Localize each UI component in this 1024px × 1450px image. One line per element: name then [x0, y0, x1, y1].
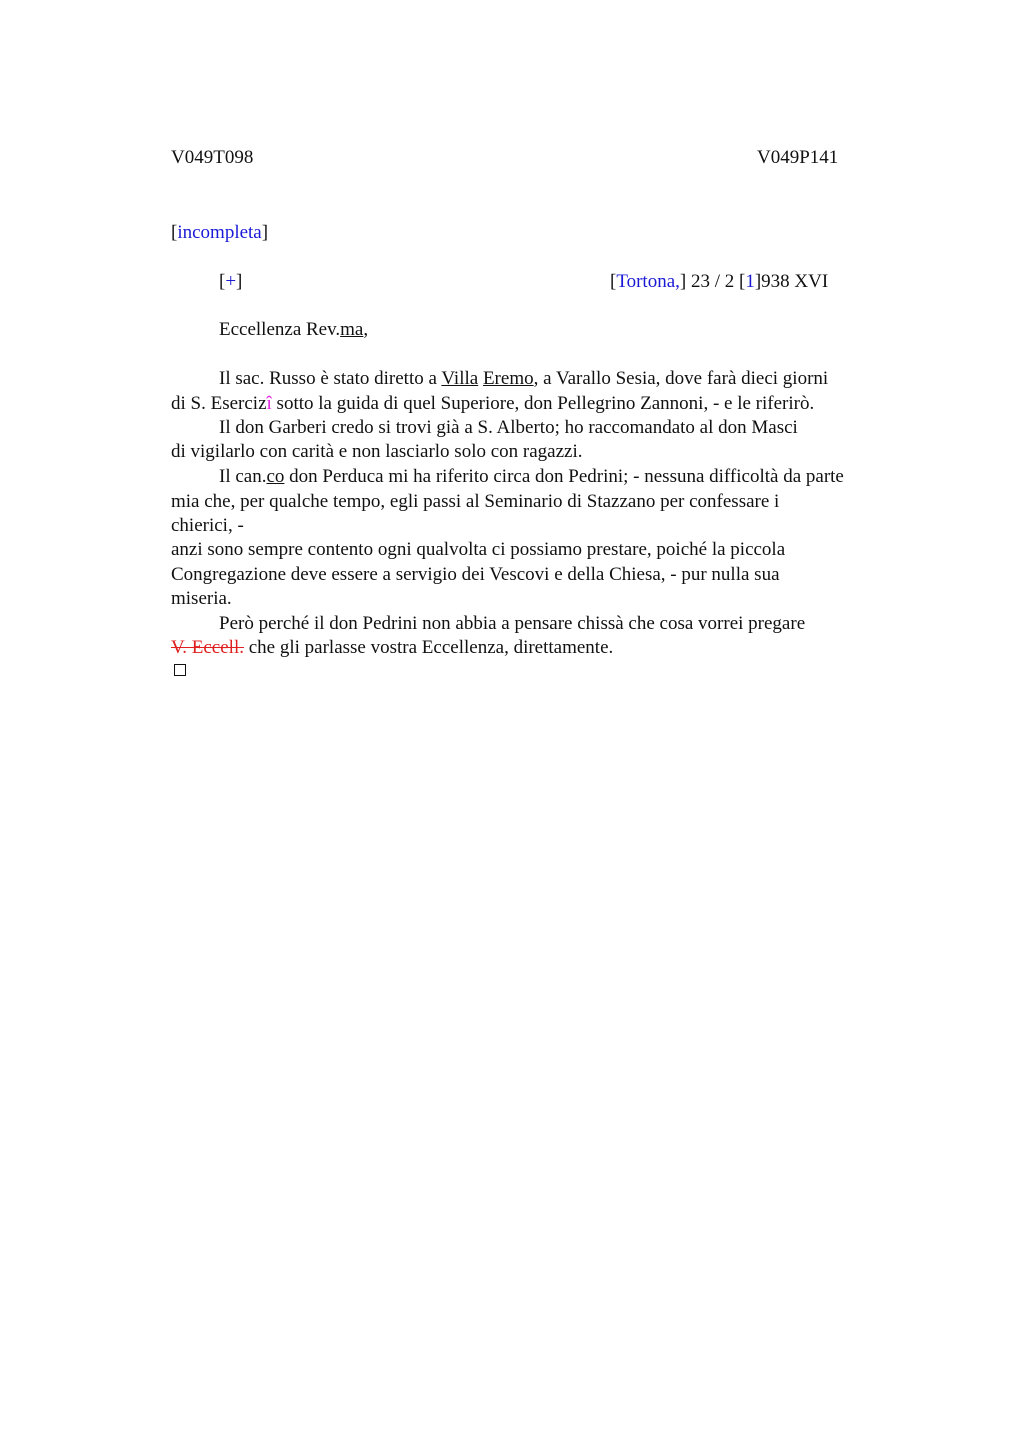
status-note-text: incompleta — [177, 222, 262, 243]
body-line-11: Però perché il don Pedrini non abbia a pensare chissà che cosa vorrei pregare — [219, 613, 806, 634]
cross-mark: [+] — [219, 271, 243, 292]
end-marker-box — [174, 664, 186, 676]
body-line-7: chierici, - — [171, 515, 244, 536]
body-line-2 — [171, 392, 814, 416]
accent-mark: î — [266, 393, 272, 414]
document-code-left: V049T098 — [171, 147, 254, 168]
document-code-right: V049P141 — [757, 147, 839, 168]
body-line-5 — [219, 465, 844, 489]
line1-text-a: Il sac. Russo è stato diretto a — [219, 368, 442, 389]
salutation-main: Eccellenza Rev. — [219, 319, 341, 340]
body-line-6: mia che, per qualche tempo, egli passi al Seminario di Stazzano per confessare i — [171, 491, 780, 512]
line12-text-b: che gli parlasse vostra Eccellenza, direttamente. — [244, 637, 614, 658]
line1-text-b: , a Varallo Sesia, dove farà dieci giorni — [533, 368, 829, 389]
underlined-co: co — [266, 466, 285, 487]
salutation — [219, 318, 368, 342]
date-day-month: 23 / 2 — [690, 271, 735, 292]
line5-text-a: Il can. — [219, 466, 267, 487]
body-line-4: di vigilarlo con carità e non lasciarlo solo con ragazzi. — [171, 441, 583, 462]
body-line-3: Il don Garberi credo si trovi già a S. Alberto; ho raccomandato al don Masci — [219, 417, 798, 438]
cross-symbol: + — [225, 271, 237, 292]
editorial-status-note: [incompleta] — [171, 222, 269, 243]
body-line-9: Congregazione deve essere a servigio dei Vescovi e della Chiesa, - pur nulla sua — [171, 564, 780, 585]
line2-text-a: di S. Eserciz — [171, 393, 267, 414]
line2-text-b: sotto la guida di quel Superiore, don Pellegrino Zannoni, - e le riferirò. — [271, 393, 815, 414]
salutation-trail: , — [363, 319, 369, 340]
body-line-8: anzi sono sempre contento ogni qualvolta ci possiamo prestare, poiché la piccola — [171, 539, 786, 560]
struck-text: V. Eccell. — [171, 637, 244, 658]
body-line-1 — [219, 367, 828, 391]
body-line-12 — [171, 636, 613, 660]
place-date: [Tortona,] 23 / 2 [1]938 XVI — [610, 271, 829, 292]
line5-text-b: don Perduca mi ha riferito circa don Pedrini; - nessuna difficoltà da parte — [284, 466, 844, 487]
year-prefix: 1 — [745, 271, 755, 292]
body-line-10: miseria. — [171, 588, 232, 609]
salutation-abbrev: ma — [340, 319, 364, 340]
underlined-villa: Villa — [441, 368, 479, 389]
underlined-eremo: Eremo — [482, 368, 534, 389]
year-rest: 938 XVI — [761, 271, 829, 292]
place-name: Tortona, — [616, 271, 680, 292]
